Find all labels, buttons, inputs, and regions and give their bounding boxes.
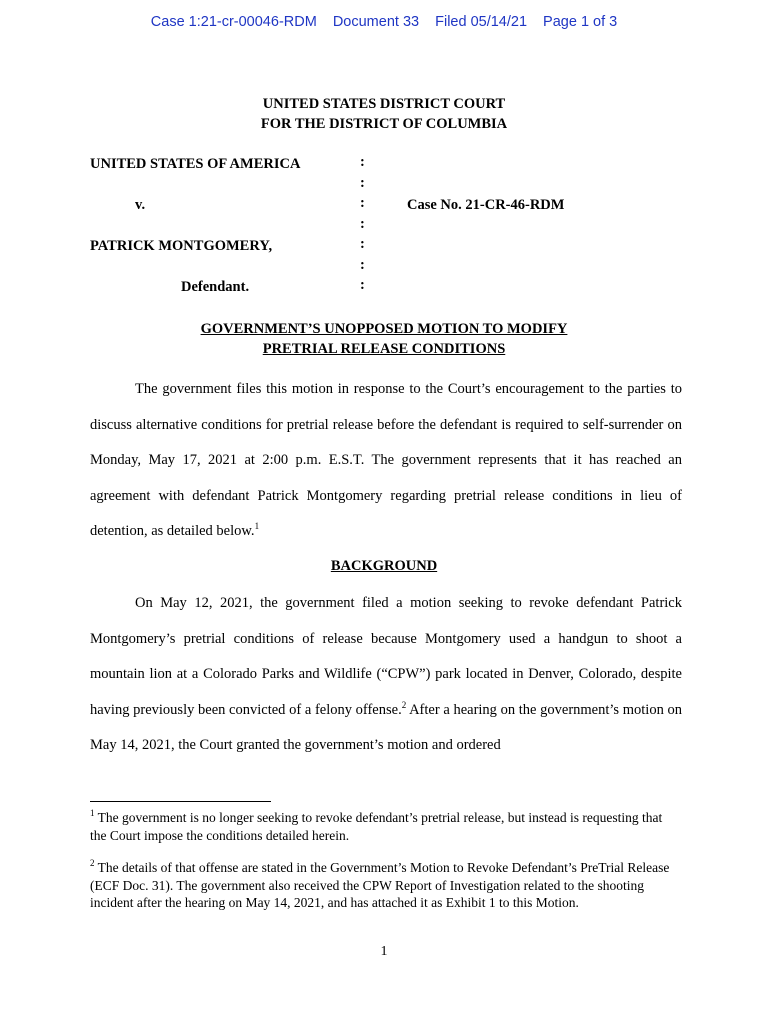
caption-colon: : [360, 257, 365, 273]
ecf-header [0, 14, 768, 30]
motion-title [0, 319, 768, 359]
background-text-a: On May 12, 2021, the government filed a motion seeking to revoke defendant Patrick Montgomery’s pretrial conditions of release because Montgomery used a handgun to shoot a mountain lion at a Colorado Parks and Wildlife (“CPW”) park located in Denver, Colorado, despite having previously been convicted of a felony offense. [90, 595, 682, 718]
intro-text: The government files this motion in response to the Court’s encouragement to the parties to discuss alternative conditions for pretrial release before the defendant is required to self-surrender on Monday, May 17, 2021 at 2:00 p.m. E.S.T. The government represents that it has reached an agreement with defendant Patrick Montgomery regarding pretrial release conditions in lieu of detention, as detailed below. [90, 381, 682, 539]
caption-case-number: Case No. 21-CR-46-RDM [407, 197, 565, 213]
footnote-number: 1 [90, 808, 95, 818]
caption-versus: v. [135, 197, 146, 213]
caption-defendant: PATRICK MONTGOMERY, [90, 238, 273, 254]
ecf-document-number: Document 33 [332, 14, 420, 30]
footnote-separator [90, 801, 271, 802]
intro-paragraph [90, 372, 682, 550]
court-heading [0, 94, 768, 134]
caption-colon: : [360, 277, 365, 293]
section-heading-background: BACKGROUND [330, 558, 438, 574]
caption-colon: : [360, 195, 365, 211]
background-text-b: After a hearing on the government’s motion on May 14, 2021, the Court granted the government’s motion and ordered [90, 701, 682, 753]
court-district: FOR THE DISTRICT OF COLUMBIA [260, 116, 508, 132]
ecf-filed-date: Filed 05/14/21 [435, 14, 528, 30]
background-paragraph [90, 586, 682, 764]
caption-plaintiff: UNITED STATES OF AMERICA [90, 156, 301, 172]
footnote-ref-1: 1 [254, 521, 260, 531]
court-name: UNITED STATES DISTRICT COURT [262, 96, 506, 112]
footnote-text: The government is no longer seeking to revoke defendant’s pretrial release, but instead is requesting that the Court impose the conditions detailed herein. [90, 810, 663, 843]
footnote-number: 2 [90, 858, 95, 868]
ecf-case-number: Case 1:21-cr-00046-RDM [150, 14, 317, 30]
footnote-2 [90, 859, 682, 912]
footnote-ref-2: 2 [401, 699, 407, 710]
footnote-1 [90, 809, 682, 844]
caption-colon: : [360, 236, 365, 252]
ecf-page-count: Page 1 of 3 [543, 14, 618, 30]
footnote-text: The details of that offense are stated in the Government’s Motion to Revoke Defendant’s PreTrial Release (ECF Doc. 31). The government also received the CPW Report of Investigation related to the shooting incident after the hearing on May 14, 2021, and has attached it as Exhibit 1 to this Motion. [90, 860, 670, 910]
page-number: 1 [380, 944, 388, 959]
caption-colon: : [360, 216, 365, 232]
motion-title-line2: PRETRIAL RELEASE CONDITIONS [262, 341, 506, 357]
caption-colon: : [360, 154, 365, 170]
caption-defendant-role: Defendant. [181, 279, 250, 295]
caption-colon: : [360, 175, 365, 191]
motion-title-line1: GOVERNMENT’S UNOPPOSED MOTION TO MODIFY [200, 321, 568, 337]
